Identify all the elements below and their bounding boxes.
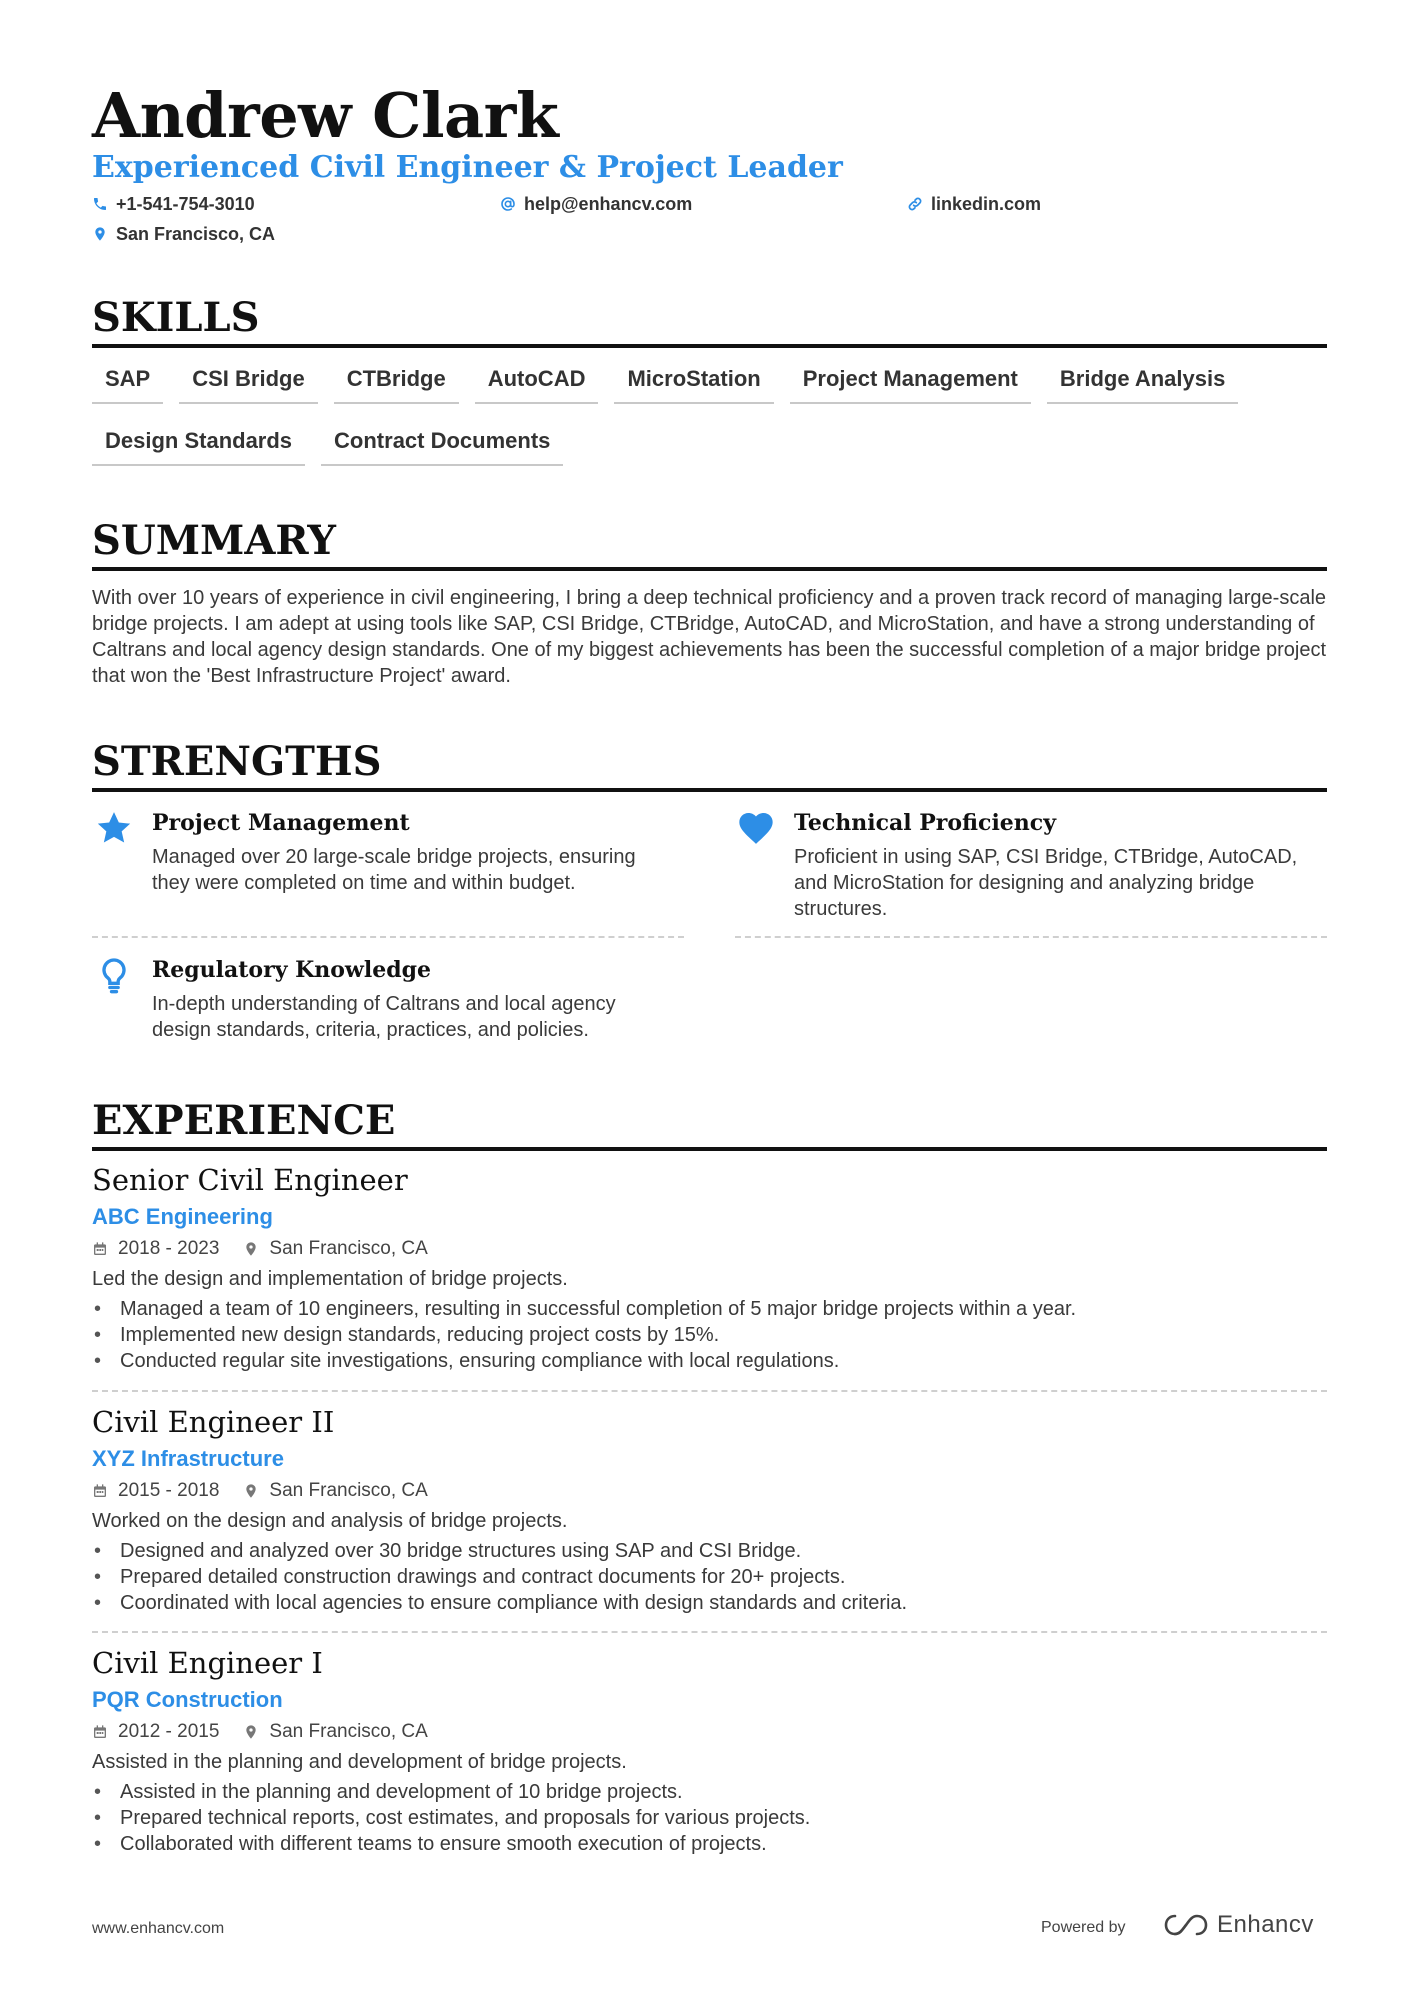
job-dates: 2015 - 2018: [118, 1480, 220, 1501]
link-icon: [907, 196, 923, 212]
company-name[interactable]: XYZ Infrastructure: [92, 1446, 284, 1471]
job-bullet: • Managed a team of 10 engineers, resulting in successful completion of 5 major bridge projects within a year.: [92, 1296, 1327, 1322]
strength-title: Technical Proficiency: [794, 810, 1056, 836]
job-bullet: • Assisted in the planning and development of 10 bridge projects.: [92, 1779, 1327, 1805]
enhancv-brand-text: Enhancv: [1217, 1911, 1314, 1938]
job-description: Led the design and implementation of bridge projects.: [92, 1268, 568, 1290]
experience-heading: EXPERIENCE: [92, 1097, 1327, 1151]
job-title: Senior Civil Engineer: [92, 1163, 408, 1197]
skill-tag: Bridge Analysis: [1047, 358, 1238, 404]
strength-description: In-depth understanding of Caltrans and local agency design standards, criteria, practices, and policies.: [152, 993, 616, 1041]
enhancv-logo[interactable]: [1163, 1911, 1314, 1939]
job-dates: 2012 - 2015: [118, 1721, 220, 1742]
job-bullet: • Conducted regular site investigations, ensuring compliance with local regulations.: [92, 1348, 1327, 1374]
job-bullet: • Designed and analyzed over 30 bridge structures using SAP and CSI Bridge.: [92, 1538, 1327, 1564]
skills-list: [92, 358, 1327, 466]
skills-heading: SKILLS: [92, 294, 1327, 348]
skill-tag: CSI Bridge: [179, 358, 317, 404]
job-bullet: • Implemented new design standards, reducing project costs by 15%.: [92, 1322, 1327, 1348]
calendar-icon: [92, 1241, 108, 1257]
job-location: San Francisco, CA: [269, 1480, 428, 1501]
company-name[interactable]: PQR Construction: [92, 1687, 283, 1712]
skill-tag: Design Standards: [92, 420, 305, 466]
email-text[interactable]: help@enhancv.com: [524, 194, 693, 214]
contact-phone: [92, 193, 255, 215]
job-description: Worked on the design and analysis of bridge projects.: [92, 1510, 568, 1532]
job-location: San Francisco, CA: [269, 1238, 428, 1259]
divider: [92, 1390, 1327, 1392]
job-title: Civil Engineer I: [92, 1646, 323, 1680]
divider: [92, 936, 684, 938]
job-description: Assisted in the planning and development of bridge projects.: [92, 1751, 627, 1773]
strength-description: Proficient in using SAP, CSI Bridge, CTBridge, AutoCAD, and MicroStation for designing and analyzing bridge structures.: [794, 846, 1298, 920]
summary-text: With over 10 years of experience in civil engineering, I bring a deep technical proficiency and a proven track record of managing large-scale bridge projects. I am adept at using tools like SAP, CSI Bridge, CTBridge, AutoCAD, and MicroStation, and have a strong understanding of Caltrans and local agency design standards. One of my biggest achievements has been the successful completion of a major bridge project that won the 'Best Infrastructure Project' award.: [92, 587, 1327, 687]
location-pin-icon: [243, 1483, 259, 1499]
skill-tag: AutoCAD: [475, 358, 599, 404]
footer-powered-by: Powered by: [1041, 1919, 1126, 1936]
job-bullet: • Collaborated with different teams to ensure smooth execution of projects.: [92, 1831, 1327, 1857]
calendar-icon: [92, 1483, 108, 1499]
contact-location: [92, 223, 275, 245]
star-icon: [94, 808, 134, 848]
calendar-icon: [92, 1724, 108, 1740]
job-meta: [92, 1478, 1327, 1504]
divider: [735, 936, 1327, 938]
strengths-heading: STRENGTHS: [92, 738, 1327, 792]
contact-linkedin: [907, 193, 1041, 215]
strength-description: Managed over 20 large-scale bridge projects, ensuring they were completed on time and within budget.: [152, 846, 636, 894]
job-dates: 2018 - 2023: [118, 1238, 220, 1259]
company-name[interactable]: ABC Engineering: [92, 1204, 273, 1229]
location-pin-icon: [92, 226, 108, 242]
location-text: San Francisco, CA: [116, 224, 276, 244]
linkedin-text[interactable]: linkedin.com: [931, 194, 1042, 214]
location-pin-icon: [243, 1724, 259, 1740]
job-bullets: [92, 1538, 1327, 1616]
job-bullet: • Prepared detailed construction drawings and contract documents for 20+ projects.: [92, 1564, 1327, 1590]
strength-title: Project Management: [152, 810, 410, 836]
phone-text[interactable]: +1-541-754-3010: [116, 194, 255, 214]
contact-email: [500, 193, 692, 215]
job-bullet: • Prepared technical reports, cost estimates, and proposals for various projects.: [92, 1805, 1327, 1831]
candidate-name: Andrew Clark: [92, 79, 559, 152]
location-pin-icon: [243, 1241, 259, 1257]
heart-icon: [736, 808, 776, 848]
skill-tag: CTBridge: [334, 358, 459, 404]
summary-heading: SUMMARY: [92, 517, 1327, 571]
strength-title: Regulatory Knowledge: [152, 957, 431, 983]
experience-entry: [92, 1403, 1327, 1616]
job-meta: [92, 1719, 1327, 1745]
divider: [92, 1631, 1327, 1633]
experience-entry: [92, 1161, 1327, 1374]
phone-icon: [92, 196, 108, 212]
job-bullets: [92, 1779, 1327, 1857]
skill-tag: MicroStation: [614, 358, 773, 404]
skill-tag: Contract Documents: [321, 420, 563, 466]
candidate-headline: Experienced Civil Engineer & Project Leader: [92, 150, 843, 185]
enhancv-logo-icon: [1163, 1912, 1209, 1938]
job-title: Civil Engineer II: [92, 1405, 335, 1439]
skill-tag: SAP: [92, 358, 163, 404]
experience-entry: [92, 1644, 1327, 1857]
at-icon: [500, 196, 516, 212]
job-location: San Francisco, CA: [269, 1721, 428, 1742]
skill-tag: Project Management: [790, 358, 1031, 404]
lightbulb-icon: [94, 955, 134, 995]
job-bullet: • Coordinated with local agencies to ensure compliance with design standards and criteria.: [92, 1590, 1327, 1616]
job-meta: [92, 1236, 1327, 1262]
job-bullets: [92, 1296, 1327, 1374]
footer-website[interactable]: www.enhancv.com: [92, 1920, 225, 1937]
